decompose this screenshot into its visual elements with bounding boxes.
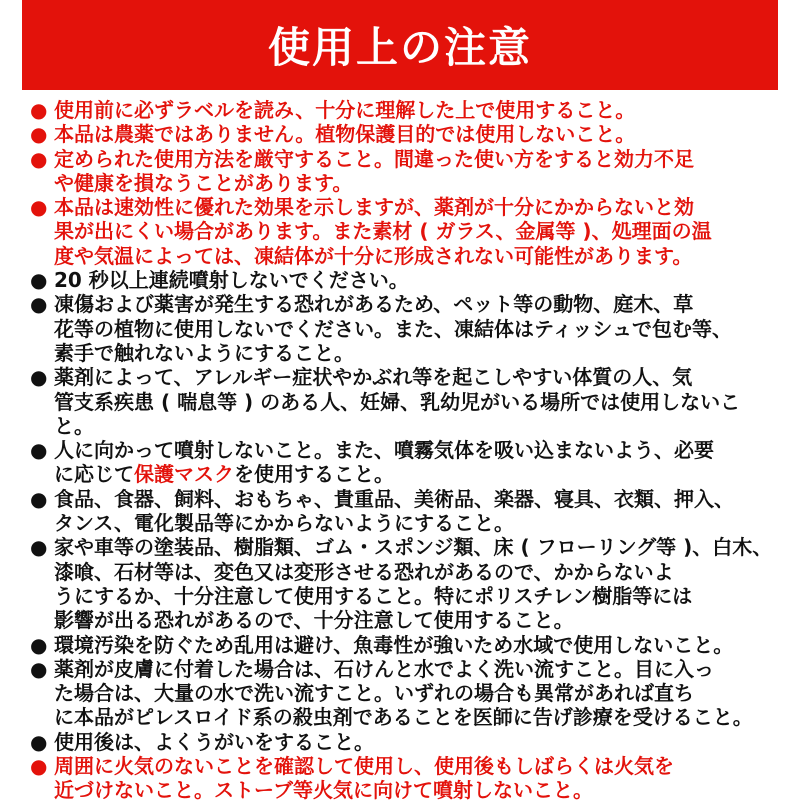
bullet-icon: ● [30, 535, 48, 560]
list-item-10 [30, 535, 780, 632]
bullet-icon: ● [30, 146, 48, 171]
list-item-3 [30, 147, 780, 196]
highlight-protective-mask: 保護マスク [134, 462, 234, 487]
bullet-icon: ● [30, 754, 48, 779]
list-item-text: 食品、食器、飼料、おもちゃ、貴重品、美術品、楽器、寝具、衣類、押入、 タンス、電化製品等にかからないようにすること。 [54, 486, 734, 536]
bullet-icon: ● [30, 268, 48, 293]
page-title: 使用上の注意 [267, 23, 532, 72]
list-item-11 [30, 633, 780, 657]
bullet-icon: ● [30, 632, 48, 657]
list-item-7 [30, 365, 780, 438]
list-item-9 [30, 487, 780, 536]
list-item-text [54, 438, 780, 487]
list-item-text: 環境汚染を防ぐため乱用は避け、魚毒性が強いため水域で使用しないこと。 [54, 632, 734, 657]
list-item-text: 凍傷および薬害が発生する恐れがあるため、ペット等の動物、庭木、草 花等の植物に使用しないでください。また、凍結体はティッシュで包む等、 素手で触れないようにすること。 [54, 292, 732, 365]
list-item-5 [30, 268, 780, 292]
bullet-icon: ● [30, 98, 48, 122]
bullet-icon: ● [30, 656, 48, 681]
bullet-icon: ● [30, 292, 48, 317]
bullet-icon: ● [30, 365, 48, 390]
list-item-text: 使用前に必ずラベルを読み、十分に理解した上で使用すること。 [54, 98, 636, 122]
list-item-text: 周囲に火気のないことを確認して使用し、使用後もしばらくは火気を 近づけないこと。ストーブ等火気に向けて噴射しないこと。 [54, 754, 674, 800]
bullet-icon: ● [30, 438, 48, 463]
list-item-6 [30, 292, 780, 365]
text-before: 人に向かって噴射しないこと。また、噴霧気体を吸い込まないよう、必要 に応じて [54, 438, 714, 487]
list-item-2 [30, 122, 780, 146]
list-item-text: 薬剤が皮膚に付着した場合は、石けんと水でよく洗い流すこと。目に入っ た場合は、大量の水で洗い流すこと。いずれの場合も異常があれば直ち に本品がピレスロイド系の殺虫剤であることを医師に告げ診療を受けること。 [54, 656, 753, 730]
list-item-text: 本品は農薬ではありません。植物保護目的では使用しないこと。 [54, 122, 636, 147]
list-item-8 [30, 438, 780, 487]
list-item-text: 使用後は、よくうがいをすること。 [54, 729, 374, 754]
list-item-text: 定められた使用方法を厳守すること。間違った使い方をすると効力不足 や健康を損なうことがあります。 [54, 146, 694, 195]
title-banner [22, 0, 778, 90]
bullet-icon: ● [30, 122, 48, 147]
bullet-icon: ● [30, 729, 48, 754]
list-item-text: 20 秒以上連続噴射しないでください。 [54, 268, 409, 293]
list-item-text: 本品は速効性に優れた効果を示しますが、薬剤が十分にかからないと効 果が出にくい場合があります。また素材 ( ガラス、金属等 )、処理面の温 度や気温によっては、凍結体が十分に形成されない可能性があります。 [54, 195, 712, 268]
list-item-text: 家や車等の塗装品、樹脂類、ゴム・スポンジ類、床 ( フローリング等 )、白木、 漆喰、石材等は、変色又は変形させる恐れがあるので、かからないよ うにするか、十分注意して使用すること。特にポリスチレン樹脂等には 影響が出る恐れがあるので、十分注意して使用すること。 [54, 535, 773, 633]
caution-list [30, 98, 780, 800]
list-item-12 [30, 657, 780, 730]
bullet-icon: ● [30, 486, 48, 511]
list-item-4 [30, 195, 780, 268]
list-item-14 [30, 754, 780, 800]
list-item-1 [30, 98, 780, 122]
bullet-icon: ● [30, 195, 48, 220]
text-after: を使用すること。 [234, 462, 394, 487]
list-item-text: 薬剤によって、アレルギー症状やかぶれ等を起こしやすい体質の人、気 管支系疾患 ( 喘息等 ) のある人、妊婦、乳幼児がいる場所では使用しないこと。 [54, 365, 741, 438]
list-item-13 [30, 730, 780, 754]
